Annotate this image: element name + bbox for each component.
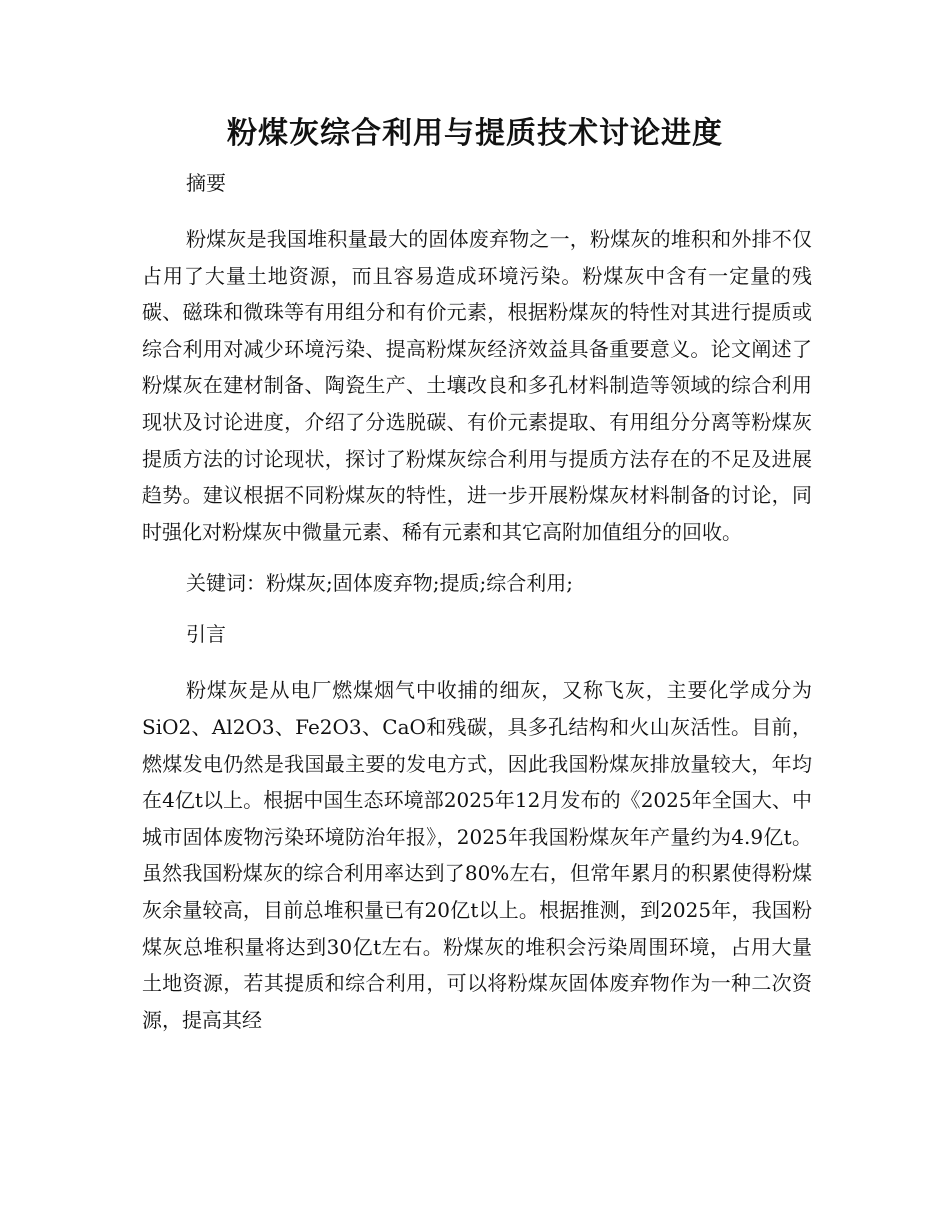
abstract-heading: 摘要 bbox=[186, 171, 226, 195]
introduction-paragraph: 粉煤灰是从电厂燃煤烟气中收捕的细灰，又称飞灰，主要化学成分为SiO2、Al2O3、Fe2O3、CaO和残碳，具多孔结构和火山灰活性。目前，燃煤发电仍然是我国最主要的发电方式，因此我国粉煤灰排放量较大，年均在4亿t以上。根据中国生态环境部2025年12月发布的《2025年全国大、中城市固体废物污染环境防治年报》，2025年我国粉煤灰年产量约为4.9亿t。虽然我国粉煤灰的综合利用率达到了80%左右，但常年累月的积累使得粉煤灰余量较高，目前总堆积量已有20亿t以上。根据推测，到2025年，我国粉煤灰总堆积量将达到30亿t左右。粉煤灰的堆积会污染周围环境，占用大量土地资源，若其提质和综合利用，可以将粉煤灰固体废弃物作为一种二次资源，提高其经 bbox=[142, 678, 812, 1032]
document-title: 粉煤灰综合利用与提质技术讨论进度 bbox=[227, 116, 723, 151]
keywords-line: 关键词：粉煤灰;固体废弃物;提质;综合利用; bbox=[186, 571, 573, 596]
introduction-heading: 引言 bbox=[186, 622, 226, 647]
document-body bbox=[142, 165, 812, 1038]
abstract-paragraph: 粉煤灰是我国堆积量最大的固体废弃物之一，粉煤灰的堆积和外排不仅占用了大量土地资源，而且容易造成环境污染。粉煤灰中含有一定量的残碳、磁珠和微珠等有用组分和有价元素，根据粉煤灰的特性对其进行提质或综合利用对减少环境污染、提高粉煤灰经济效益具备重要意义。论文阐述了粉煤灰在建材制备、陶瓷生产、土壤改良和多孔材料制造等领域的综合利用现状及讨论进度，介绍了分选脱碳、有价元素提取、有用组分分离等粉煤灰提质方法的讨论现状，探讨了粉煤灰综合利用与提质方法存在的不足及进展趋势。建议根据不同粉煤灰的特性，进一步开展粉煤灰材料制备的讨论，同时强化对粉煤灰中微量元素、稀有元素和其它高附加值组分的回收。 bbox=[142, 227, 812, 544]
